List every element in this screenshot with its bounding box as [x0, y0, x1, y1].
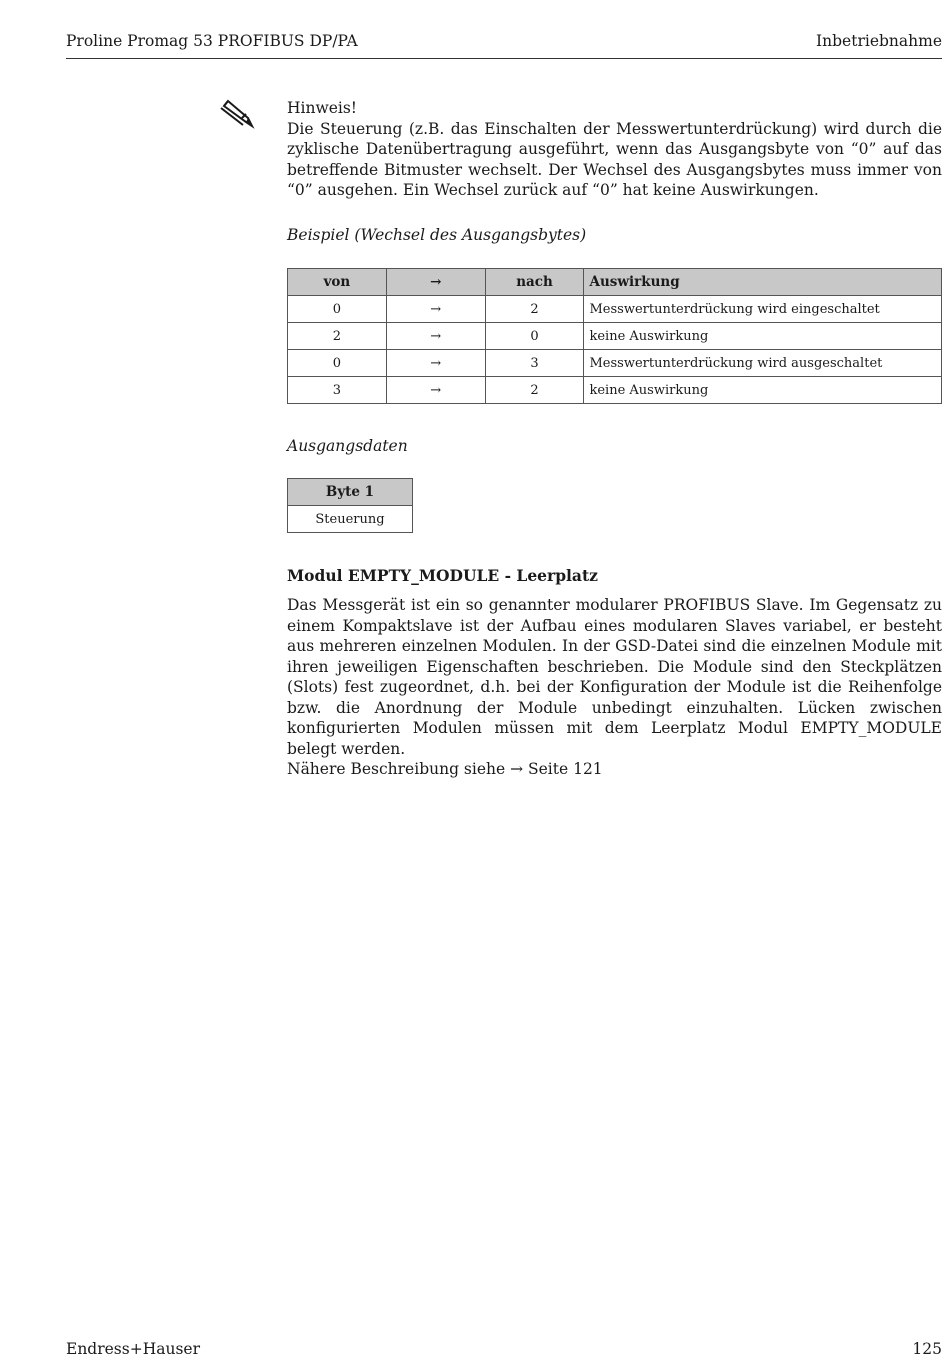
column-header: →: [386, 269, 485, 296]
page-reference: Nähere Beschreibung siehe → Seite 121: [287, 760, 603, 778]
table-row: [288, 506, 413, 533]
table-cell: 0: [288, 350, 387, 377]
table-row: [288, 323, 942, 350]
section-paragraph: Das Messgerät ist ein so genannter modularer PROFIBUS Slave. Im Gegensatz zu einem Kompaktslave ist der Aufbau eines modularen Slaves variabel, er besteht aus mehreren einzelnen Modulen. In der GSD-Datei sind die einzelnen Module mit ihren jeweiligen Eigenschaften beschrieben. Die Module sind den Steckplätzen (Slots) fest zugeordnet, d.h. bei der Konfiguration der Module ist die Reihenfolge bzw. die Anordnung der Module unbedingt einzuhalten. Lücken zwischen konfigurierten Modulen müssen mit dem Leerplatz Modul EMPTY_MODULE belegt werden.: [287, 596, 942, 758]
column-header: Auswirkung: [584, 269, 942, 296]
page-number: 125: [912, 1340, 942, 1358]
column-header: nach: [485, 269, 584, 296]
table-row: [288, 350, 942, 377]
table-cell: 3: [288, 377, 387, 404]
table-cell: 2: [485, 296, 584, 323]
table-cell: →: [386, 377, 485, 404]
table-cell: 2: [288, 323, 387, 350]
header-divider: [66, 58, 942, 59]
table-cell: 0: [485, 323, 584, 350]
output-caption: Ausgangsdaten: [287, 437, 408, 455]
table-cell: 0: [288, 296, 387, 323]
header-chapter-title: Inbetriebnahme: [816, 32, 942, 50]
example-caption: Beispiel (Wechsel des Ausgangsbytes): [287, 226, 587, 244]
section-body: [287, 595, 942, 780]
table-cell: Messwertunterdrückung wird ausgeschaltet: [584, 350, 942, 377]
column-header: Byte 1: [288, 479, 413, 506]
output-table: [287, 478, 413, 533]
table-cell: →: [386, 323, 485, 350]
table-cell: 2: [485, 377, 584, 404]
table-cell: 3: [485, 350, 584, 377]
footer-company: Endress+Hauser: [66, 1340, 200, 1358]
pencil-note-icon: [218, 96, 258, 132]
column-header: von: [288, 269, 387, 296]
table-header-row: [288, 479, 413, 506]
table-row: [288, 296, 942, 323]
table-row: [288, 377, 942, 404]
table-cell: →: [386, 296, 485, 323]
note-title: Hinweis!: [287, 99, 358, 117]
table-cell: Messwertunterdrückung wird eingeschaltet: [584, 296, 942, 323]
note-block: [287, 98, 942, 201]
note-text: Die Steuerung (z.B. das Einschalten der Messwertunterdrückung) wird durch die zyklische Datenübertragung ausgeführt, wenn das Ausgangsbyte von “0” auf das betreffende Bitmuster wechselt. Der Wechsel des Ausgangsbytes muss immer von “0” ausgehen. Ein Wechsel zurück auf “0” hat keine Auswirkungen.: [287, 119, 942, 199]
table-cell: →: [386, 350, 485, 377]
table-cell: keine Auswirkung: [584, 377, 942, 404]
table-cell: keine Auswirkung: [584, 323, 942, 350]
example-table: [287, 268, 942, 404]
section-heading: Modul EMPTY_MODULE - Leerplatz: [287, 566, 598, 585]
header-document-title: Proline Promag 53 PROFIBUS DP/PA: [66, 32, 358, 50]
table-header-row: [288, 269, 942, 296]
table-cell: Steuerung: [288, 506, 413, 533]
